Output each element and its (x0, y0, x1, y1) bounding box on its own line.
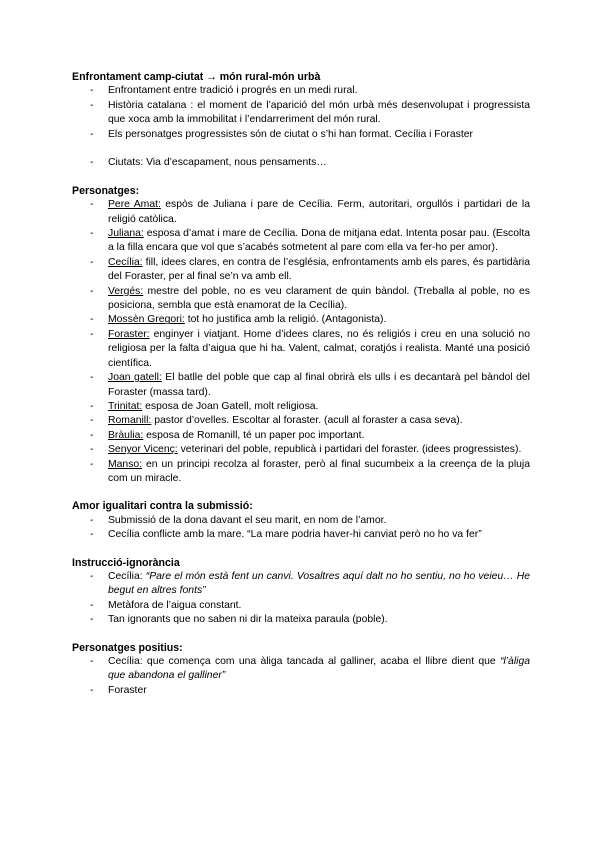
character-description: esposa de Joan Gatell, molt religiosa. (142, 400, 319, 412)
character-name: Juliana: (108, 228, 144, 240)
character-name: Mossèn Gregori: (108, 314, 185, 326)
section-heading-personatges-positius: Personatges positius: (72, 641, 183, 654)
camp-ciutat-list (72, 84, 530, 142)
character-name: Joan gatell: (108, 372, 162, 384)
list-item: - Ciutats: Via d’escapament, nous pensaments… (72, 156, 530, 170)
spacer (72, 142, 530, 156)
list-item: - Cecília conflicte amb la mare. “La mare podria haver-hi canviat però no ho va fer” (72, 528, 530, 542)
character-description: espòs de Juliana i pare de Cecília. Ferm, autoritari, orgullós i partidari de la religió catòlica. (108, 199, 530, 225)
character-item (72, 458, 530, 487)
personatges-list (72, 198, 530, 486)
character-item (72, 256, 530, 285)
character-name: Romanill: (108, 415, 152, 427)
character-description: tot ho justifica amb la religió. (Antagonista). (184, 314, 387, 326)
character-description: fill, idees clares, en contra de l’església, enfrontaments amb els pares, és partidària del Foraster, per al final se’n va amb ell. (108, 256, 530, 283)
character-name: Foraster: (108, 328, 150, 340)
list-item: - Submissió de la dona davant el seu marit, en nom de l’amor. (72, 514, 530, 528)
spacer (72, 543, 530, 556)
character-item (72, 400, 530, 414)
section-heading-personatges: Personatges: (72, 184, 140, 197)
list-item: - Els personatges progressistes són de ciutat o s’hi han format. Cecília i Foraster (72, 128, 530, 142)
character-name: Trinitat: (108, 400, 143, 412)
amor-list (72, 514, 530, 543)
document-content (72, 70, 530, 698)
quote-prefix: Cecília: que comença com una àliga tancada al galliner, acaba el llibre dient que (108, 656, 500, 668)
character-description: pastor d’ovelles. Escoltar al foraster. (acull al foraster a casa seva). (151, 415, 463, 427)
character-item (72, 313, 530, 327)
ciutats-list (72, 156, 530, 170)
section-heading-amor-igualitari: Amor igualitari contra la submissió: (72, 500, 253, 513)
character-item (72, 227, 530, 256)
character-name: Vergés: (108, 285, 144, 297)
character-item (72, 285, 530, 314)
character-item (72, 371, 530, 400)
section-heading-instruccio: Instrucció-ignorància (72, 556, 180, 569)
character-description: esposa d’amat i mare de Cecília. Dona de mitjana edat. Intenta posar pau. (Escolta a la filla encara que vol que s’acabés sotmetent al pare com ella va fer-ho per amor). (108, 228, 530, 254)
list-item (72, 655, 530, 684)
character-item (72, 198, 530, 227)
character-description: enginyer i viatjant. Home d’idees clares, no és religiós i creu en una solució no religiosa per la falta d’aigua que hi ha. Valent, calmat, coratjós i realista. Manté una posició científica. (108, 328, 530, 369)
character-description: mestre del poble, no es veu clarament de quin bàndol. (Treballa al poble, no es posiciona, sembla que està enamorat de la Cecília). (108, 285, 530, 312)
character-description: esposa de Romanill, té un paper poc important. (143, 429, 365, 441)
character-description: en un principi recolza al foraster, però al final sucumbeix a la creença de la pluja com un miracle. (108, 458, 530, 484)
positius-list (72, 655, 530, 698)
character-item (72, 328, 530, 371)
quote-text: “Pare el món està fent un canvi. Vosaltres aquí dalt no ho sentiu, no ho veieu… He begut en altres fonts” (108, 570, 530, 597)
quote-text: “l’àliga que abandona el galliner” (108, 656, 530, 682)
character-name: Manso: (108, 458, 143, 470)
character-name: Pere Amat: (108, 199, 161, 211)
character-name: Senyor Vicenç: (108, 444, 178, 456)
list-item (72, 570, 530, 599)
instruccio-list (72, 570, 530, 628)
spacer (72, 486, 530, 499)
character-description: El batlle del poble que cap al final obrirà els ulls i es decantarà pel bàndol del Foraster (massa tard). (108, 372, 530, 398)
quote-prefix: Cecília: (108, 570, 146, 582)
list-item: - Enfrontament entre tradició i progrés en un medi rural. (72, 84, 530, 98)
character-item (72, 443, 530, 457)
list-item: - Metàfora de l’aigua constant. (72, 599, 530, 613)
list-item: - Foraster (72, 684, 530, 698)
character-item (72, 429, 530, 443)
spacer (72, 171, 530, 184)
character-name: Cecília: (108, 256, 143, 268)
character-description: veterinari del poble, republicà i partidari del foraster. (idees progressistes). (177, 444, 522, 456)
character-name: Bràulia: (108, 429, 144, 441)
spacer (72, 628, 530, 641)
section-heading-camp-ciutat: Enfrontament camp-ciutat → món rural-món urbà (72, 71, 321, 83)
character-item (72, 414, 530, 428)
list-item: - Tan ignorants que no saben ni dir la mateixa paraula (poble). (72, 613, 530, 627)
list-item: - Història catalana : el moment de l’aparició del món urbà més desenvolupat i progressista que xoca amb la immobilitat i l’endarreriment del món rural. (72, 99, 530, 128)
